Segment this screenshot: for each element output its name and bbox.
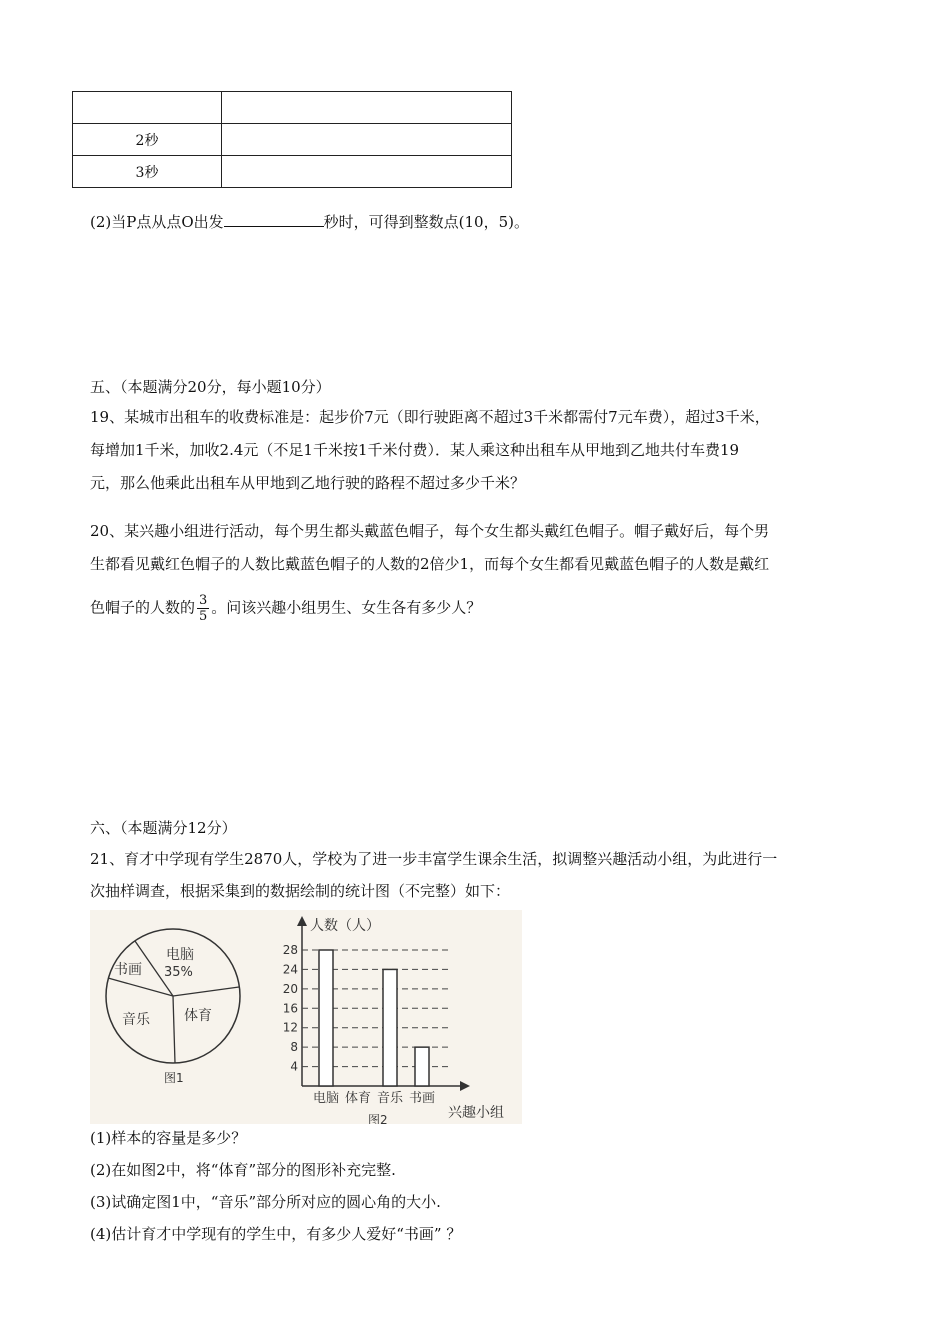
answer-blank[interactable]: [224, 212, 324, 227]
y-tick-label: 12: [282, 1020, 298, 1035]
q21-sub4: (4)估计育才中学现有的学生中，有多少人爱好“书画” ？: [90, 1225, 462, 1243]
table-cell-value: [222, 156, 512, 188]
table-cell-time: [73, 92, 222, 124]
pie-label-sports: 体育: [184, 1008, 212, 1024]
q21-sub1: (1)样本的容量是多少？: [90, 1129, 247, 1147]
bar: [415, 1047, 429, 1086]
pie-label-calligraphy: 书画: [114, 962, 142, 978]
x-tick-label: 书画: [408, 1091, 436, 1106]
q21-sub3: (3)试确定图1中，“音乐”部分所对应的圆心角的大小.: [90, 1193, 441, 1211]
y-axis-label: 人数（人）: [310, 918, 380, 934]
fraction: [197, 593, 209, 624]
q21-line2: 次抽样调查，根据采集到的数据绘制的统计图（不完整）如下：: [90, 882, 511, 900]
q21-line1: 21、育才中学现有学生2870人，学校为了进一步丰富学生课余生活，拟调整兴趣活动小组，为此进行一: [90, 850, 778, 868]
q19-line1: 19、某城市出租车的收费标准是：起步价7元（即行驶距离不超过3千米都需付7元车费），超过3千米，: [90, 408, 770, 426]
q19-line3: 元，那么他乘此出租车从甲地到乙地行驶的路程不超过多少千米？: [90, 474, 526, 492]
table-row: [73, 92, 512, 124]
y-axis-arrow: [297, 916, 307, 926]
x-tick-label: 音乐: [376, 1091, 404, 1106]
table-cell-value: [222, 92, 512, 124]
section5-heading: 五、（本题满分20分，每小题10分）: [90, 378, 331, 396]
figure-svg: [90, 910, 522, 1124]
x-tick-label: 体育: [344, 1091, 372, 1106]
table-row: [73, 156, 512, 188]
q20-line2: 生都看见戴红色帽子的人数比戴蓝色帽子的人数的2倍少1，而每个女生都看见戴蓝色帽子的人数是戴红: [90, 555, 770, 573]
x-axis-label: 兴趣小组: [448, 1105, 504, 1121]
time-table: [72, 91, 512, 188]
table-cell-time: 2秒: [73, 124, 222, 156]
y-tick-label: 8: [290, 1040, 298, 1055]
q18-part2-text: (2)当P点从点O出发: [90, 213, 224, 231]
table-cell-time: 3秒: [73, 156, 222, 188]
y-tick-label: 24: [282, 962, 298, 977]
pie-label-computer: 电脑: [166, 947, 194, 963]
bar: [319, 950, 333, 1086]
statistics-figure: [90, 910, 522, 1124]
q19-line2: 每增加1千米，加收2.4元（不足1千米按1千米付费）．某人乘这种出租车从甲地到乙地共付车费19: [90, 441, 740, 459]
q20-line3-text-after: 。问该兴趣小组男生、女生各有多少人？: [211, 598, 482, 617]
y-tick-label: 28: [282, 943, 298, 957]
table-row: [73, 124, 512, 156]
bar-chart-caption: 图2: [368, 1113, 388, 1124]
pie-divider: [173, 987, 239, 996]
bar-chart: [283, 916, 504, 1124]
q20-line3: [90, 593, 481, 624]
x-axis-arrow: [460, 1081, 470, 1091]
section6-heading: 六、（本题满分12分）: [90, 819, 237, 837]
y-tick-label: 16: [282, 1001, 298, 1016]
pie-divider: [173, 996, 175, 1063]
pie-label-music: 音乐: [122, 1012, 150, 1028]
pie-caption: 图1: [164, 1071, 184, 1085]
fraction-denominator: 5: [199, 609, 208, 624]
bar: [383, 969, 397, 1086]
x-tick-label: 电脑: [312, 1091, 340, 1106]
fraction-numerator: 3: [199, 593, 208, 608]
table-cell-value: [222, 124, 512, 156]
pie-label-computer-pct: 35%: [164, 965, 193, 980]
q18-part2-text-after: 秒时，可得到整数点(10，5)。: [323, 213, 529, 231]
q21-sub2: (2)在如图2中，将“体育”部分的图形补充完整.: [90, 1161, 396, 1179]
pie-divider: [108, 978, 173, 996]
y-tick-label: 4: [290, 1059, 298, 1074]
y-tick-label: 20: [282, 981, 298, 996]
q20-line1: 20、某兴趣小组进行活动，每个男生都头戴蓝色帽子，每个女生都头戴红色帽子。帽子戴好后，每个男: [90, 522, 770, 540]
q20-line3-text: 色帽子的人数的: [90, 598, 196, 617]
q18-part2: [90, 211, 529, 232]
pie-chart: [106, 929, 240, 1085]
